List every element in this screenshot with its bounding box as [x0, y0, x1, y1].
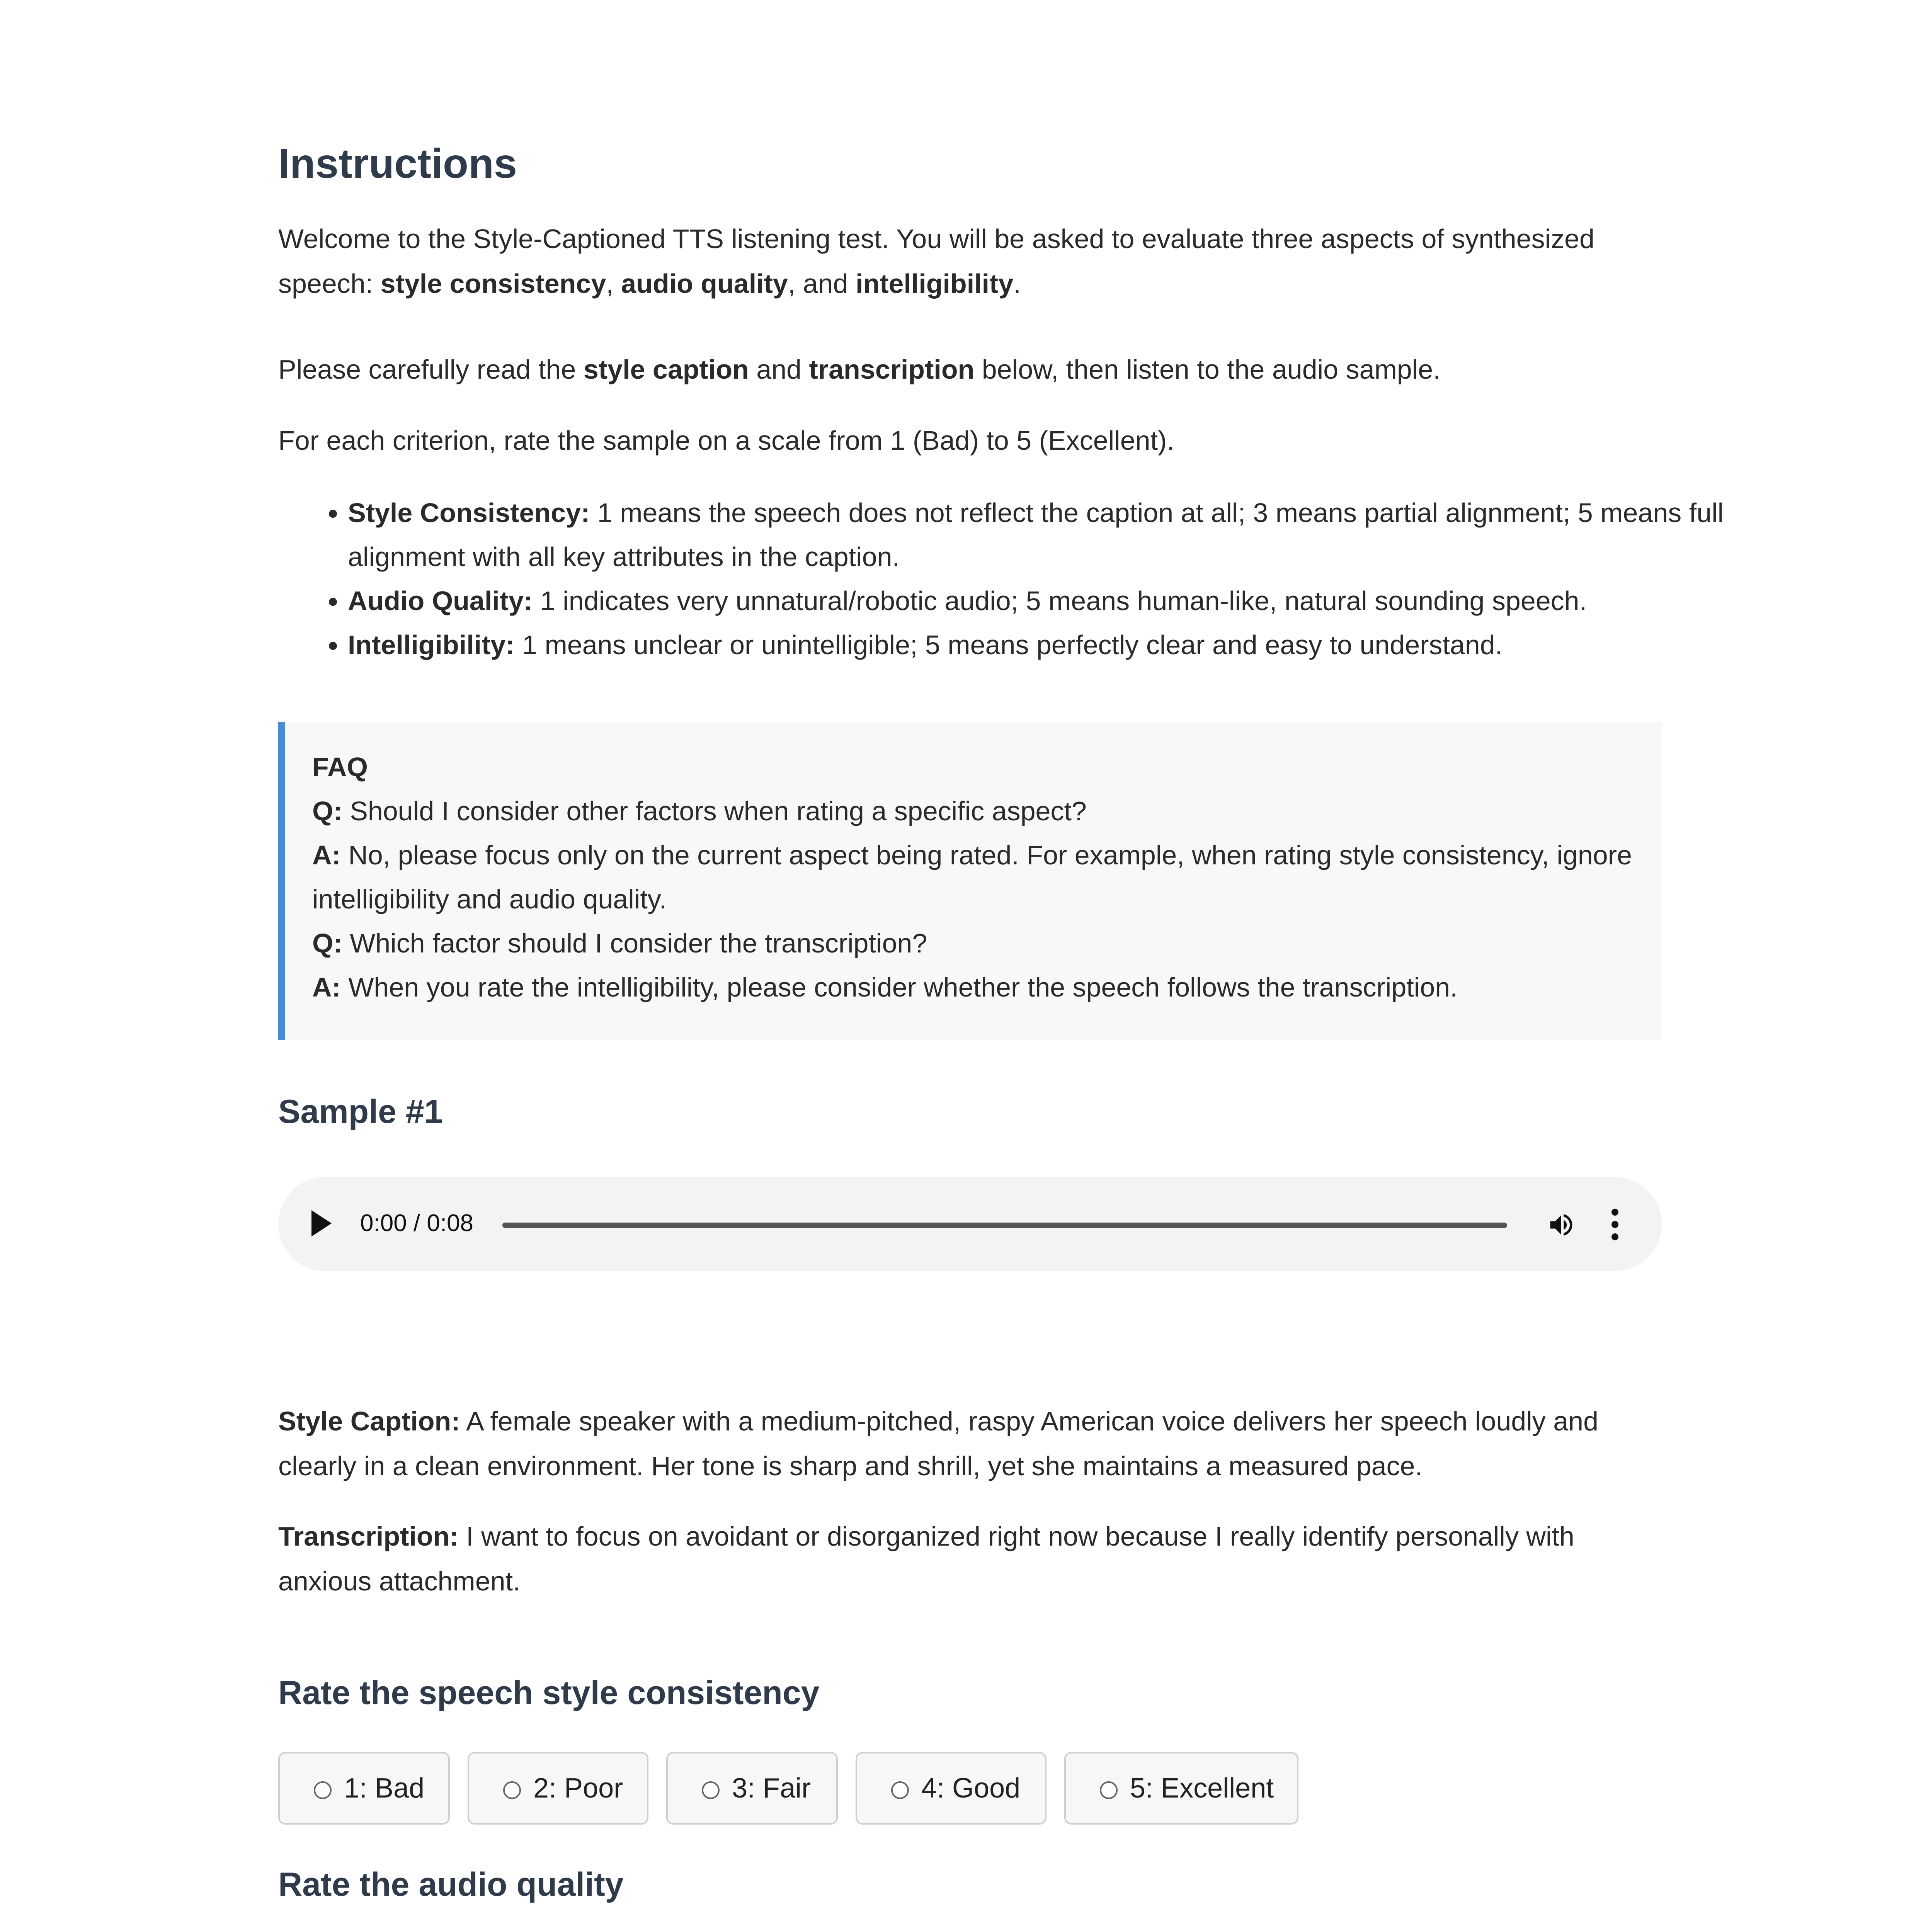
intro-paragraph	[278, 216, 1662, 306]
criteria-item	[348, 623, 1731, 667]
play-icon[interactable]	[311, 1210, 332, 1236]
option-label: 3: Fair	[732, 1773, 811, 1804]
faq-q-text: Should I consider other factors when rating a specific aspect?	[342, 796, 1087, 826]
style-option-1[interactable]	[278, 1752, 450, 1825]
radio-icon[interactable]	[1100, 1781, 1118, 1799]
faq-a-label: A:	[312, 972, 341, 1002]
radio-icon[interactable]	[314, 1781, 332, 1799]
faq-box	[278, 722, 1662, 1040]
faq-answer	[312, 833, 1635, 921]
read-text: Please carefully read the	[278, 354, 584, 384]
option-label: 5: Excellent	[1130, 1773, 1274, 1804]
more-options-icon[interactable]	[1611, 1209, 1619, 1240]
read-text: and	[749, 354, 809, 384]
faq-a-text: No, please focus only on the current aspect being rated. For example, when rating style consistency, ignore intelligibility and audio quality.	[312, 840, 1632, 914]
faq-question	[312, 921, 1635, 965]
intro-sep: , and	[788, 269, 856, 299]
term-style-caption: style caption	[583, 354, 749, 384]
intro-text: Welcome to the Style-Captioned TTS listening test. You will be asked to evaluate three aspects of synthesized speech:	[278, 224, 1595, 299]
style-caption	[278, 1399, 1662, 1488]
audio-progress-track[interactable]	[502, 1223, 1507, 1228]
faq-a-text: When you rate the intelligibility, please consider whether the speech follows the transcription.	[340, 972, 1458, 1002]
criteria-item	[348, 491, 1731, 579]
faq-q-label: Q:	[312, 796, 342, 826]
intro-sep: ,	[606, 269, 621, 299]
style-option-5[interactable]	[1064, 1752, 1298, 1825]
style-option-4[interactable]	[856, 1752, 1046, 1825]
option-label: 4: Good	[921, 1773, 1021, 1804]
criteria-item	[348, 579, 1731, 623]
radio-icon[interactable]	[702, 1781, 720, 1799]
style-option-3[interactable]	[666, 1752, 838, 1825]
faq-question	[312, 789, 1635, 833]
scale-paragraph: For each criterion, rate the sample on a scale from 1 (Bad) to 5 (Excellent).	[278, 425, 1174, 456]
criteria-label: Style Consistency:	[348, 498, 590, 528]
page-title: Instructions	[278, 140, 517, 187]
rate-style-title: Rate the speech style consistency	[278, 1674, 820, 1711]
criteria-text: 1 means the speech does not reflect the caption at all; 3 means partial alignment; 5 means full alignment with all key attributes in the caption.	[348, 498, 1724, 572]
term-audio-quality: audio quality	[621, 269, 788, 299]
volume-icon[interactable]	[1546, 1210, 1577, 1240]
faq-title: FAQ	[312, 752, 368, 782]
caption-text: A female speaker with a medium-pitched, raspy American voice delivers her speech loudly and clearly in a clean environment. Her tone is sharp and shrill, yet she maintains a measured pace.	[278, 1406, 1598, 1481]
intro-period: .	[1013, 269, 1021, 299]
term-style-consistency: style consistency	[380, 269, 606, 299]
criteria-text: 1 indicates very unnatural/robotic audio; 5 means human-like, natural sounding speech.	[533, 586, 1587, 616]
criteria-label: Intelligibility:	[348, 630, 515, 660]
read-text: below, then listen to the audio sample.	[974, 354, 1441, 384]
faq-answer	[312, 965, 1635, 1009]
faq-q-label: Q:	[312, 928, 342, 958]
radio-icon[interactable]	[503, 1781, 521, 1799]
audio-time: 0:00 / 0:08	[360, 1210, 474, 1236]
faq-q-text: Which factor should I consider the transcription?	[342, 928, 927, 958]
option-label: 1: Bad	[344, 1773, 425, 1804]
criteria-list	[278, 491, 1731, 667]
faq-a-label: A:	[312, 840, 341, 870]
radio-icon[interactable]	[891, 1781, 909, 1799]
transcription	[278, 1514, 1662, 1604]
audio-player[interactable]	[278, 1177, 1662, 1271]
transcription-label: Transcription:	[278, 1521, 459, 1551]
sample-title: Sample #1	[278, 1093, 443, 1130]
rate-quality-title: Rate the audio quality	[278, 1866, 624, 1903]
style-option-2[interactable]	[468, 1752, 648, 1825]
criteria-text: 1 means unclear or unintelligible; 5 means perfectly clear and easy to understand.	[514, 630, 1503, 660]
transcription-text: I want to focus on avoidant or disorganized right now because I really identify personally with anxious attachment.	[278, 1521, 1574, 1596]
caption-label: Style Caption:	[278, 1406, 460, 1436]
term-transcription: transcription	[809, 354, 975, 384]
criteria-label: Audio Quality:	[348, 586, 533, 616]
option-label: 2: Poor	[533, 1773, 623, 1804]
read-paragraph	[278, 347, 1662, 392]
term-intelligibility: intelligibility	[856, 269, 1014, 299]
